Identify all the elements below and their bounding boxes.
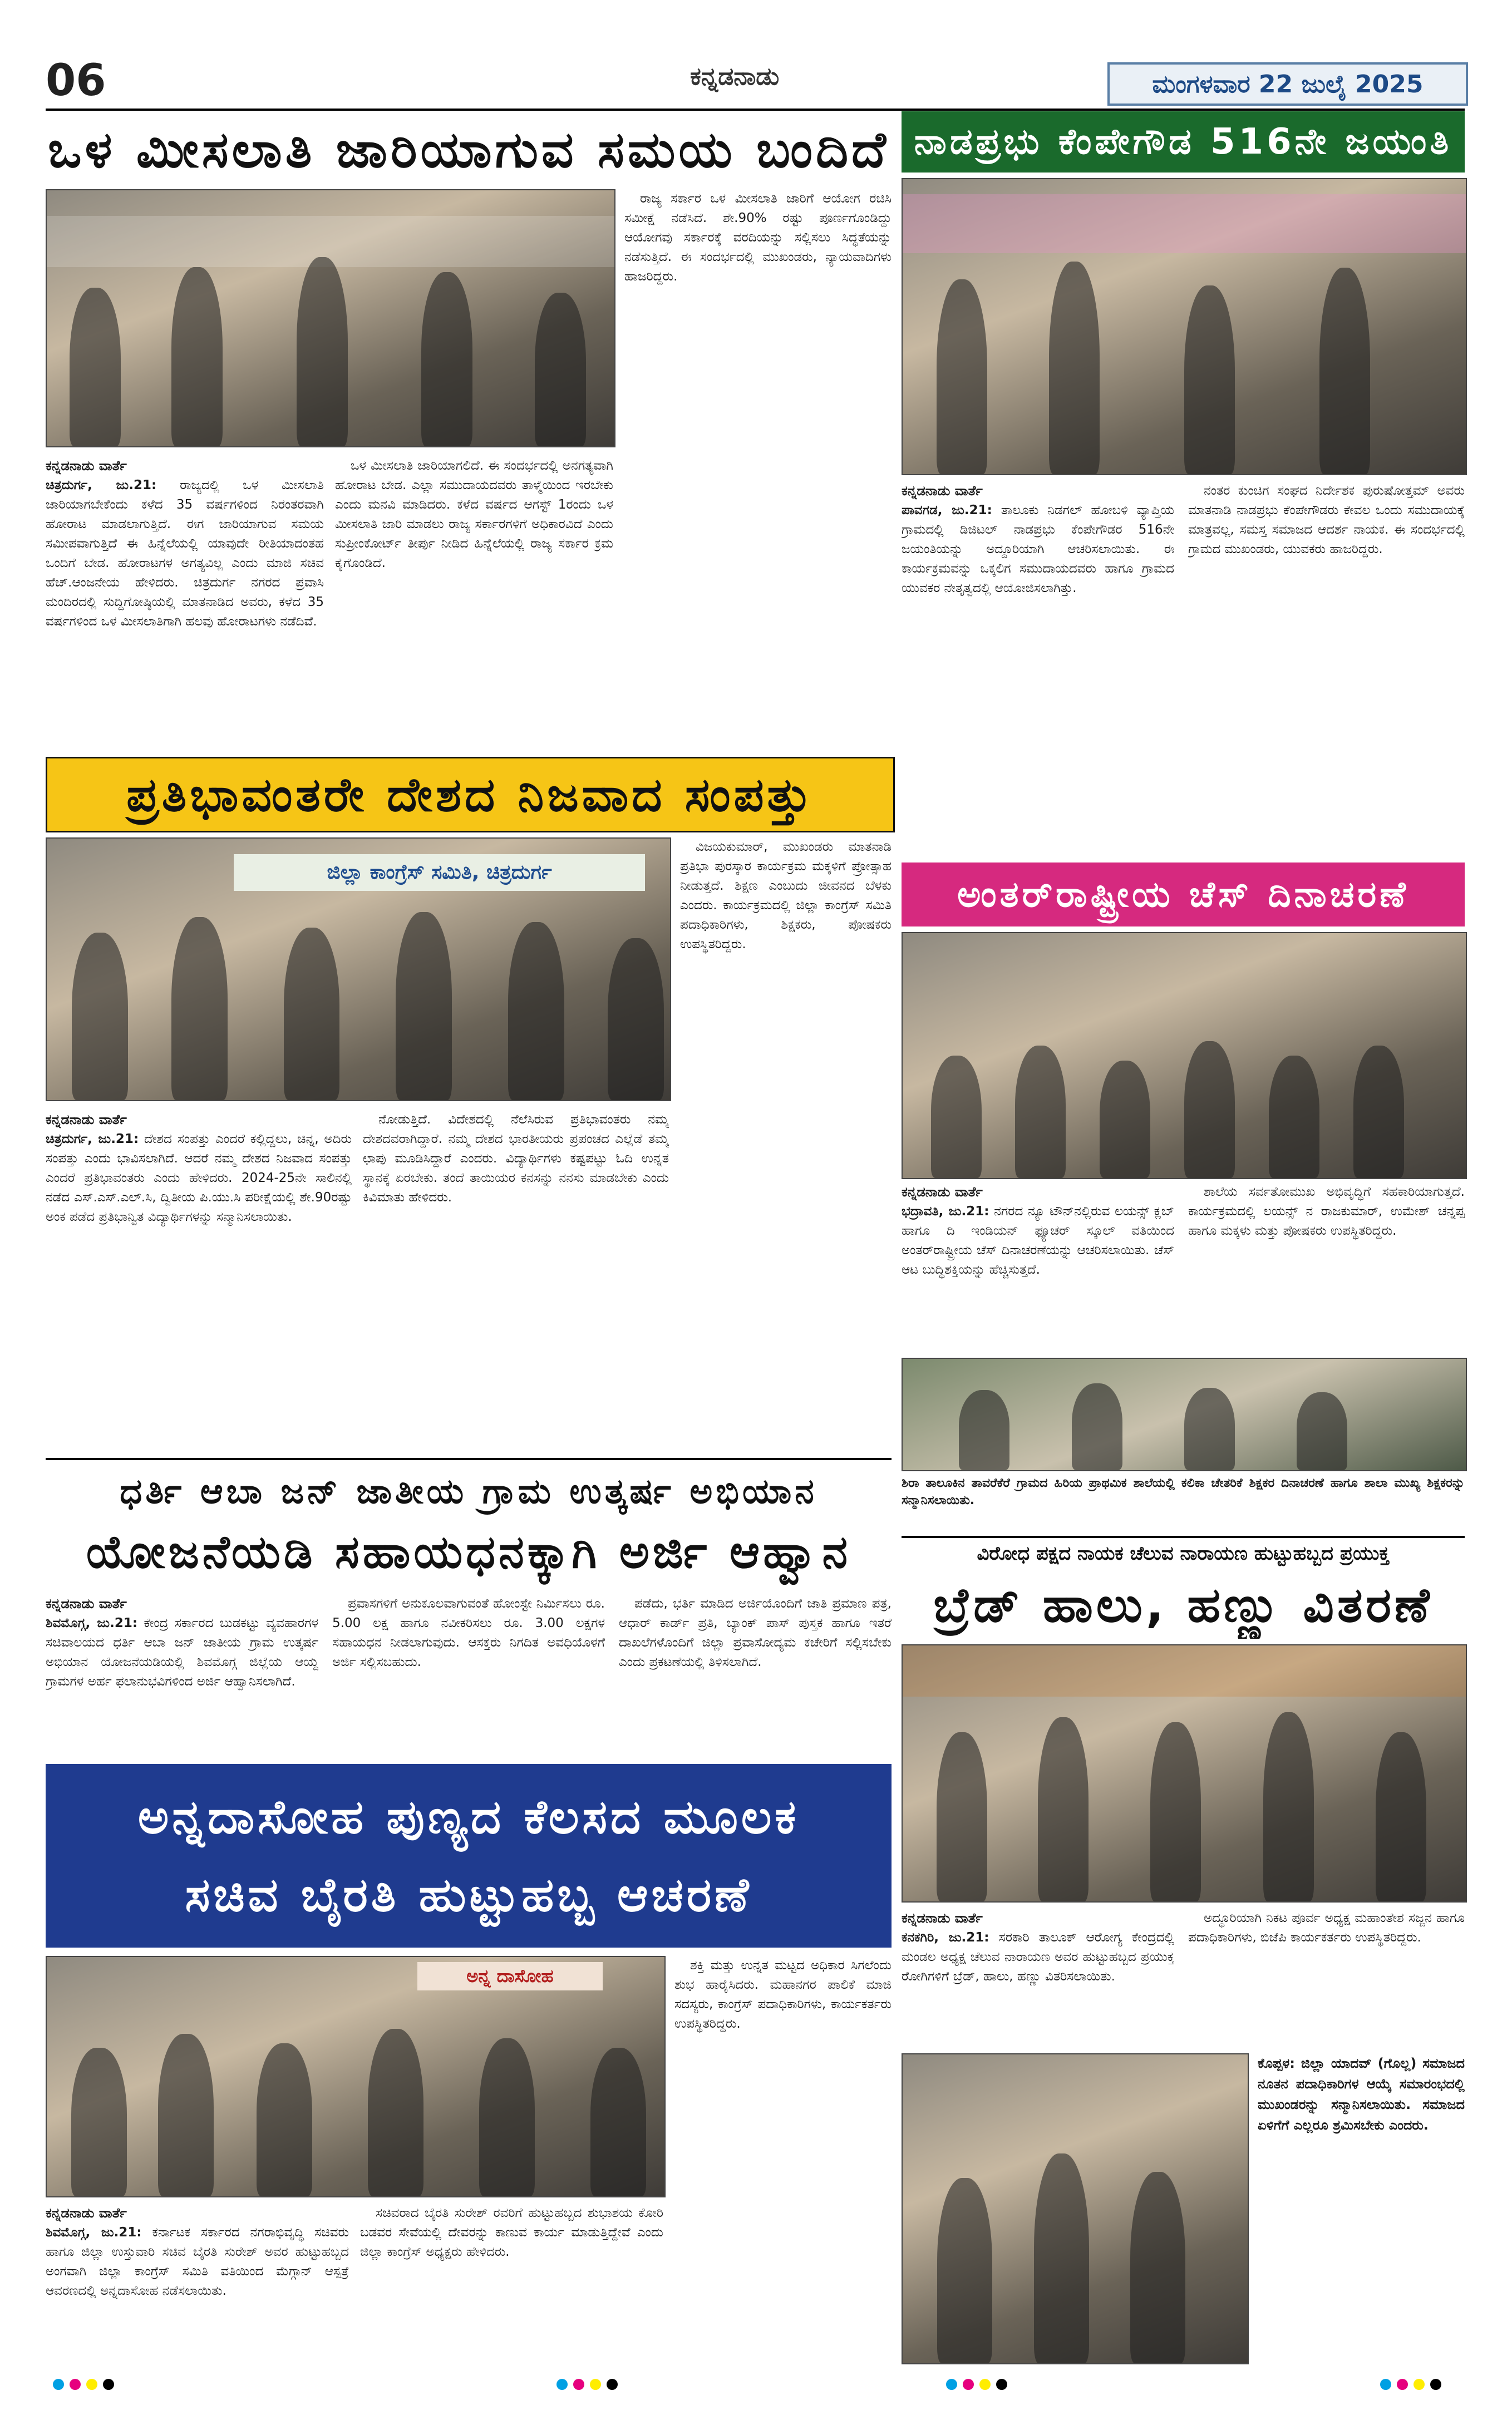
article-column: ಶಾಲೆಯ ಸರ್ವತೋಮುಖ ಅಭಿವೃದ್ಧಿಗೆ ಸಹಕಾರಿಯಾಗುತ್ತದೆ. ಕಾರ್ಯಕ್ರಮದಲ್ಲಿ ಲಯನ್ಸ್ ನ ರಾಜಕುಮಾರ್, ಉಮೇಶ್ ಚನ್ನಪ್ಪ ಹಾಗೂ ಮಕ್ಕಳು ಮತ್ತು ಪೋಷಕರು ಉಪಸ್ಥಿತರಿದ್ದರು. <box>1188 1185 1465 1238</box>
cyan-dot <box>946 2379 957 2390</box>
registration-dots-center <box>556 2379 618 2390</box>
article-text: ಕರ್ನಾಟಕ ಸರ್ಕಾರದ ನಗರಾಭಿವೃದ್ಧಿ ಸಚಿವರು ಹಾಗೂ ಜಿಲ್ಲಾ ಉಸ್ತುವಾರಿ ಸಚಿವ ಬೈರತಿ ಸುರೇಶ್ ಅವರ ಹುಟ್ಟುಹಬ್ಬದ ಅಂಗವಾಗಿ ಜಿಲ್ಲಾ ಕಾಂಗ್ರೆಸ್ ಸಮಿತಿ ವತಿಯಿಂದ ಮೆಗ್ಗಾನ್ ಆಸ್ಪತ್ರೆ ಆವರಣದಲ್ಲಿ ಅನ್ನದಾಸೋಹ ನಡೆಸಲಾಯಿತು. <box>46 2225 349 2298</box>
dateline: ಶಿವಮೊಗ್ಗ, ಜು.21: <box>46 1616 138 1630</box>
article-column: ಸಚಿವರಾದ ಬೈರತಿ ಸುರೇಶ್ ರವರಿಗೆ ಹುಟ್ಟುಹಬ್ಬದ ಶುಭಾಶಯ ಕೋರಿ ಬಡವರ ಸೇವೆಯಲ್ಲಿ ದೇವರನ್ನು ಕಾಣುವ ಕಾರ್ಯ ಮಾಡುತ್ತಿದ್ದೇವೆ ಎಂದು ಜಿಲ್ಲಾ ಕಾಂಗ್ರೆಸ್ ಅಧ್ಯಕ್ಷರು ಹೇಳಿದರು. <box>360 2206 663 2259</box>
photo-chess <box>902 932 1467 1179</box>
registration-dots-right <box>946 2379 1007 2390</box>
page-number: 06 <box>46 56 106 106</box>
top-rule <box>46 109 1465 111</box>
magenta-dot <box>1397 2379 1408 2390</box>
photo-koppal <box>902 2053 1249 2364</box>
article-column: ನೋಡುತ್ತಿದೆ. ವಿದೇಶದಲ್ಲಿ ನೆಲೆಸಿರುವ ಪ್ರತಿಭಾವಂತರು ನಮ್ಮ ದೇಶದವರಾಗಿದ್ದಾರೆ. ನಮ್ಮ ದೇಶದ ಭಾರತೀಯರು ಪ್ರಪಂಚದ ಎಲ್ಲೆಡೆ ತಮ್ಮ ಛಾಪು ಮೂಡಿಸಿದ್ದಾರೆ ಎಂದರು. ವಿದ್ಯಾರ್ಥಿಗಳು ಕಷ್ಟಪಟ್ಟು ಓದಿ ಉನ್ನತ ಸ್ಥಾನಕ್ಕೆ ಏರಬೇಕು. ತಂದೆ ತಾಯಿಯರ ಕನಸನ್ನು ನನಸು ಮಾಡಬೇಕು ಎಂದು ಕಿವಿಮಾತು ಹೇಳಿದರು. <box>363 1112 669 1205</box>
article-column: ಪ್ರವಾಸಗಳಿಗೆ ಅನುಕೂಲವಾಗುವಂತೆ ಹೋಂಸ್ಟೇ ನಿರ್ಮಿಸಲು ರೂ. 5.00 ಲಕ್ಷ ಹಾಗೂ ನವೀಕರಿಸಲು ರೂ. 3.00 ಲಕ್ಷಗಳ ಸಹಾಯಧನ ನೀಡಲಾಗುವುದು. ಆಸಕ್ತರು ನಿಗದಿತ ಅವಧಿಯೊಳಗೆ ಅರ್ಜಿ ಸಲ್ಲಿಸಬಹುದು. <box>332 1596 605 1669</box>
article-column <box>902 1182 1174 1349</box>
article-text: ಕೇಂದ್ರ ಸರ್ಕಾರದ ಬುಡಕಟ್ಟು ವ್ಯವಹಾರಗಳ ಸಚಿವಾಲಯದ ಧರ್ತಿ ಆಬಾ ಜನ್ ಜಾತೀಯ ಗ್ರಾಮ ಉತ್ಕರ್ಷ ಅಭಿಯಾನ ಯೋಜನೆಯಡಿಯಲ್ಲಿ ಶಿವಮೊಗ್ಗ ಜಿಲ್ಲೆಯ ಆಯ್ದ ಗ್ರಾಮಗಳ ಅರ್ಹ ಫಲಾನುಭವಿಗಳಿಂದ ಅರ್ಜಿ ಆಹ್ವಾನಿಸಲಾಗಿದೆ. <box>46 1616 318 1689</box>
article-column: ಪಡೆದು, ಭರ್ತಿ ಮಾಡಿದ ಅರ್ಜಿಯೊಂದಿಗೆ ಜಾತಿ ಪ್ರಮಾಣ ಪತ್ರ, ಆಧಾರ್ ಕಾರ್ಡ್ ಪ್ರತಿ, ಬ್ಯಾಂಕ್ ಪಾಸ್ ಪುಸ್ತಕ ಹಾಗೂ ಇತರೆ ದಾಖಲೆಗಳೊಂದಿಗೆ ಜಿಲ್ಲಾ ಪ್ರವಾಸೋದ್ಯಮ ಕಚೇರಿಗೆ ಸಲ್ಲಿಸಬೇಕು ಎಂದು ಪ್ರಕಟಣೆಯಲ್ಲಿ ತಿಳಿಸಲಾಗಿದೆ. <box>619 1596 892 1669</box>
photo-caption: ಕೊಪ್ಪಳ: ಜಿಲ್ಲಾ ಯಾದವ್ (ಗೊಲ್ಲ) ಸಮಾಜದ ನೂತನ ಪದಾಧಿಕಾರಿಗಳ ಆಯ್ಕೆ ಸಮಾರಂಭದಲ್ಲಿ ಮುಖಂಡರನ್ನು ಸನ್ಮಾನಿಸಲಾಯಿತು. ಸಮಾಜದ ಏಳಿಗೆಗೆ ಎಲ್ಲರೂ ಶ್ರಮಿಸಬೇಕು ಎಂದರು. <box>1258 2056 1465 2133</box>
article-anna-dasoha <box>46 1764 892 2365</box>
article-column <box>46 2204 349 2362</box>
article-text: ತಾಲೂಕು ನಿಡಗಲ್ ಹೋಬಳಿ ವ್ಯಾಪ್ತಿಯ ಗ್ರಾಮದಲ್ಲಿ ಡಿಜಿಟಲ್ ನಾಡಪ್ರಭು ಕೆಂಪೇಗೌಡರ 516ನೇ ಜಯಂತಿಯನ್ನು ಅದ್ದೂರಿಯಾಗಿ ಆಚರಿಸಲಾಯಿತು. ಈ ಕಾರ್ಯಕ್ರಮವನ್ನು ಒಕ್ಕಲಿಗ ಸಮುದಾಯದವರು ಹಾಗೂ ಗ್ರಾಮದ ಯುವಕರ ನೇತೃತ್ವದಲ್ಲಿ ಆಯೋಜಿಸಲಾಗಿತ್ತು. <box>902 503 1174 595</box>
photo-distribution <box>902 1644 1467 1903</box>
headline-line-1: ಧರ್ತಿ ಆಬಾ ಜನ್ ಜಾತೀಯ ಗ್ರಾಮ ಉತ್ಕರ್ಷ ಅಭಿಯಾನ <box>120 1471 817 1511</box>
article-talent <box>46 757 892 1452</box>
magenta-dot <box>573 2379 584 2390</box>
photo-press-meet <box>46 189 615 447</box>
magenta-dot <box>963 2379 974 2390</box>
photo-caption: ಶಿರಾ ತಾಲೂಕಿನ ತಾವರೆಕೆರೆ ಗ್ರಾಮದ ಹಿರಿಯ ಪ್ರಾಥಮಿಕ ಶಾಲೆಯಲ್ಲಿ ಕಲಿಕಾ ಚೇತರಿಕೆ ಶಿಕ್ಷಕರ ದಿನಾಚರಣೆ ಹಾಗೂ ಶಾಲಾ ಮುಖ್ಯ ಶಿಕ್ಷಕರನ್ನು ಸನ್ಮಾನಿಸಲಾಯಿತು. <box>902 1476 1465 1507</box>
photo-banner-text: ಜಿಲ್ಲಾ ಕಾಂಗ್ರೆಸ್ ಸಮಿತಿ, ಚಿತ್ರದುರ್ಗ <box>234 854 645 891</box>
dateline: ಚಿತ್ರದುರ್ಗ, ಜು.21: <box>46 478 157 492</box>
article-chess-day <box>902 863 1465 1530</box>
headline: ನಾಡಪ್ರಭು ಕೆಂಪೇಗೌಡ 516ನೇ ಜಯಂತಿ <box>902 111 1465 173</box>
registration-dots-left <box>53 2379 114 2390</box>
photo-felicitation <box>46 837 671 1101</box>
article-text: ಸರಕಾರಿ ತಾಲೂಕ್ ಆರೋಗ್ಯ ಕೇಂದ್ರದಲ್ಲಿ ಮಂಡಲ ಅಧ್ಯಕ್ಷ ಚೆಲುವ ನಾರಾಯಣ ಅವರ ಹುಟ್ಟುಹಬ್ಬದ ಪ್ರಯುಕ್ತ ರೋಗಿಗಳಿಗೆ ಬ್ರೆಡ್, ಹಾಲು, ಹಣ್ಣು ವಿತರಿಸಲಾಯಿತು. <box>902 1930 1174 1984</box>
article-column <box>46 456 324 746</box>
article-text: ನಗರದ ನ್ಯೂ ಟೌನ್‌ನಲ್ಲಿರುವ ಲಯನ್ಸ್ ಕ್ಲಬ್ ಹಾಗೂ ದಿ ಇಂಡಿಯನ್ ಫ್ಯೂಚರ್ ಸ್ಕೂಲ್ ವತಿಯಿಂದ ಅಂತರ್‌ರಾಷ್ಟ್ರೀಯ ಚೆಸ್ ದಿನಾಚರಣೆಯನ್ನು ಆಚರಿಸಲಾಯಿತು. ಚೆಸ್ ಆಟ ಬುದ್ಧಿಶಕ್ತಿಯನ್ನು ಹೆಚ್ಚಿಸುತ್ತದೆ. <box>902 1204 1174 1277</box>
article-reservation <box>46 117 892 751</box>
article-column: ಅದ್ಧೂರಿಯಾಗಿ ನಿಕಟ ಪೂರ್ವ ಅಧ್ಯಕ್ಷ ಮಹಾಂತೇಶ ಸಜ್ಜನ ಹಾಗೂ ಪದಾಧಿಕಾರಿಗಳು, ಬಿಜೆಪಿ ಕಾರ್ಯಕರ್ತರು ಉಪಸ್ಥಿತರಿದ್ದರು. <box>1188 1911 1465 1945</box>
yellow-dot <box>1414 2379 1425 2390</box>
cyan-dot <box>53 2379 64 2390</box>
article-column: ರಾಜ್ಯ ಸರ್ಕಾರ ಒಳ ಮೀಸಲಾತಿ ಜಾರಿಗೆ ಆಯೋಗ ರಚಿಸಿ ಸಮೀಕ್ಷೆ ನಡೆಸಿದೆ. ಶೇ.90% ರಷ್ಟು ಪೂರ್ಣಗೊಂಡಿದ್ದು ಆಯೋಗವು ಸರ್ಕಾರಕ್ಕೆ ವರದಿಯನ್ನು ಸಲ್ಲಿಸಲು ಸಿದ್ಧತೆಯನ್ನು ನಡೆಸುತ್ತಿದೆ. ಈ ಸಂದರ್ಭದಲ್ಲಿ ಮುಖಂಡರು, ನ್ಯಾಯವಾದಿಗಳು ಹಾಜರಿದ್ದರು. <box>624 191 892 284</box>
black-dot <box>996 2379 1007 2390</box>
photo-food-service <box>46 1956 666 2197</box>
headline-line-2: ಸಚಿವ ಬೈರತಿ ಹುಟ್ಟುಹಬ್ಬ ಆಚರಣೆ <box>185 1867 752 1922</box>
dateline: ಪಾವಗಡ, ಜು.21: <box>902 503 992 518</box>
section-rule <box>46 1458 892 1460</box>
issue-date: ಮಂಗಳವಾರ 22 ಜುಲೈ 2025 <box>1107 62 1468 106</box>
article-column <box>902 481 1174 854</box>
byline: ಕನ್ನಡನಾಡು ವಾರ್ತೆ <box>46 1596 127 1611</box>
dateline: ಭದ್ರಾವತಿ, ಜು.21: <box>902 1204 989 1219</box>
photo-school-event <box>902 1358 1467 1471</box>
headline: ಪ್ರತಿಭಾವಂತರೇ ದೇಶದ ನಿಜವಾದ ಸಂಪತ್ತು <box>46 757 895 832</box>
byline: ಕನ್ನಡನಾಡು ವಾರ್ತೆ <box>902 483 983 499</box>
article-column <box>46 1110 352 1447</box>
headline-line-2: ಯೋಜನೆಯಡಿ ಸಹಾಯಧನಕ್ಕಾಗಿ ಅರ್ಜಿ ಆಹ್ವಾನ <box>86 1526 851 1579</box>
article-bread-milk <box>902 1536 1465 2048</box>
kicker: ವಿರೋಧ ಪಕ್ಷದ ನಾಯಕ ಚೆಲುವ ನಾರಾಯಣ ಹುಟ್ಟುಹಬ್ಬದ ಪ್ರಯುಕ್ತ <box>977 1542 1390 1565</box>
article-koppal <box>902 2053 1465 2365</box>
article-column: ನಂತರ ಕುಂಚಿಗ ಸಂಘದ ನಿರ್ದೇಶಕ ಪುರುಷೋತ್ತಮ್ ಅವರು ಮಾತನಾಡಿ ನಾಡಪ್ರಭು ಕೆಂಪೇಗೌಡರು ಕೇವಲ ಒಂದು ಸಮುದಾಯಕ್ಕೆ ಮಾತ್ರವಲ್ಲ, ಸಮಸ್ತ ಸಮಾಜದ ಆದರ್ಶ ನಾಯಕ. ಈ ಸಂದರ್ಭದಲ್ಲಿ ಗ್ರಾಮದ ಮುಖಂಡರು, ಯುವಕರು ಹಾಜರಿದ್ದರು. <box>1188 484 1465 556</box>
section-rule <box>902 1536 1465 1538</box>
headline: ಅಂತರ್‌ರಾಷ್ಟ್ರೀಯ ಚೆಸ್ ದಿನಾಚರಣೆ <box>902 863 1465 926</box>
paper-name: ಕನ್ನಡನಾಡು <box>690 62 780 91</box>
cyan-dot <box>556 2379 568 2390</box>
dateline: ಚಿತ್ರದುರ್ಗ, ಜು.21: <box>46 1132 139 1146</box>
cyan-dot <box>1380 2379 1391 2390</box>
byline: ಕನ್ನಡನಾಡು ವಾರ್ತೆ <box>46 458 127 474</box>
dateline: ಕನಕಗಿರಿ, ಜು.21: <box>902 1930 989 1945</box>
article-column <box>46 1594 318 1756</box>
black-dot <box>1430 2379 1441 2390</box>
yellow-dot <box>86 2379 97 2390</box>
yellow-dot <box>590 2379 601 2390</box>
byline: ಕನ್ನಡನಾಡು ವಾರ್ತೆ <box>902 1910 983 1926</box>
black-dot <box>607 2379 618 2390</box>
registration-dots-far-right <box>1380 2379 1441 2390</box>
headline-line-1: ಅನ್ನದಾಸೋಹ ಪುಣ್ಯದ ಕೆಲಸದ ಮೂಲಕ <box>137 1790 800 1844</box>
article-column: ವಿಜಯಕುಮಾರ್, ಮುಖಂಡರು ಮಾತನಾಡಿ ಪ್ರತಿಭಾ ಪುರಸ್ಕಾರ ಕಾರ್ಯಕ್ರಮ ಮಕ್ಕಳಿಗೆ ಪ್ರೋತ್ಸಾಹ ನೀಡುತ್ತದೆ. ಶಿಕ್ಷಣ ಎಂಬುದು ಜೀವನದ ಬೆಳಕು ಎಂದರು. ಕಾರ್ಯಕ್ರಮದಲ್ಲಿ ಜಿಲ್ಲಾ ಕಾಂಗ್ರೆಸ್ ಸಮಿತಿ ಪದಾಧಿಕಾರಿಗಳು, ಶಿಕ್ಷಕರು, ಪೋಷಕರು ಉಪಸ್ಥಿತರಿದ್ದರು. <box>680 840 892 952</box>
article-text: ರಾಜ್ಯದಲ್ಲಿ ಒಳ ಮೀಸಲಾತಿ ಜಾರಿಯಾಗಬೇಕೆಂದು ಕಳೆದ 35 ವರ್ಷಗಳಿಂದ ನಿರಂತರವಾಗಿ ಹೋರಾಟ ಮಾಡಲಾಗುತ್ತಿದೆ. ಈಗ ಜಾರಿಯಾಗುವ ಸಮಯ ಸಮೀಪವಾಗುತ್ತಿದೆ ಈ ಹಿನ್ನೆಲೆಯಲ್ಲಿ ಯಾವುದೇ ರೀತಿಯಾದಂತಹ ಒಂದಿಗೆ ಬೇಡ. ಹೋರಾಟಗಳ ಅಗತ್ಯವಿಲ್ಲ ಎಂದು ಮಾಜಿ ಸಚಿವ ಹೆಚ್.ಆಂಜನೇಯ ಹೇಳಿದರು. ಚಿತ್ರದುರ್ಗ ನಗರದ ಪ್ರವಾಸಿ ಮಂದಿರದಲ್ಲಿ ಸುದ್ದಿಗೋಷ್ಠಿಯಲ್ಲಿ ಮಾತನಾಡಿದ ಅವರು, ಕಳೆದ 35 ವರ್ಷಗಳಿಂದ ಒಳ ಮೀಸಲಾತಿಗಾಗಿ ಹಲವು ಹೋರಾಟಗಳು ನಡೆದಿವೆ. <box>46 478 324 629</box>
photo-jayanti <box>902 178 1467 475</box>
byline: ಕನ್ನಡನಾಡು ವಾರ್ತೆ <box>902 1184 983 1200</box>
masthead <box>0 0 1512 106</box>
article-tribal-scheme <box>46 1458 892 1758</box>
byline: ಕನ್ನಡನಾಡು ವಾರ್ತೆ <box>46 2205 127 2221</box>
article-column <box>902 1909 1174 2045</box>
article-column: ಒಳ ಮೀಸಲಾತಿ ಜಾರಿಯಾಗಲಿದೆ. ಈ ಸಂದರ್ಭದಲ್ಲಿ ಅನಗತ್ಯವಾಗಿ ಹೋರಾಟ ಬೇಡ. ಎಲ್ಲಾ ಸಮುದಾಯದವರು ತಾಳ್ಮೆಯಿಂದ ಇರಬೇಕು ಎಂದು ಮನವಿ ಮಾಡಿದರು. ಕಳೆದ ವರ್ಷದ ಆಗಸ್ಟ್ 1ರಂದು ಒಳ ಮೀಸಲಾತಿ ಜಾರಿ ಮಾಡಲು ರಾಜ್ಯ ಸರ್ಕಾರಗಳಿಗೆ ಅಧಿಕಾರವಿದೆ ಎಂದು ಸುಪ್ರೀಂಕೋರ್ಟ್ ತೀರ್ಪು ನೀಡಿದ ಹಿನ್ನೆಲೆಯಲ್ಲಿ ರಾಜ್ಯ ಸರ್ಕಾರ ಕ್ರಮ ಕೈಗೊಂಡಿದೆ. <box>335 459 613 570</box>
article-kempegowda <box>902 111 1465 857</box>
headline: ಒಳ ಮೀಸಲಾತಿ ಜಾರಿಯಾಗುವ ಸಮಯ ಬಂದಿದೆ <box>48 121 889 179</box>
headline: ಬ್ರೆಡ್ ಹಾಲು, ಹಣ್ಣು ವಿತರಣೆ <box>933 1578 1433 1633</box>
magenta-dot <box>70 2379 81 2390</box>
dateline: ಶಿವಮೊಗ್ಗ, ಜು.21: <box>46 2225 142 2240</box>
black-dot <box>103 2379 114 2390</box>
article-column: ಶಕ್ತಿ ಮತ್ತು ಉನ್ನತ ಮಟ್ಟದ ಅಧಿಕಾರ ಸಿಗಲೆಂದು ಶುಭ ಹಾರೈಸಿದರು. ಮಹಾನಗರ ಪಾಲಿಕೆ ಮಾಜಿ ಸದಸ್ಯರು, ಕಾಂಗ್ರೆಸ್ ಪದಾಧಿಕಾರಿಗಳು, ಕಾರ್ಯಕರ್ತರು ಉಪಸ್ಥಿತರಿದ್ದರು. <box>674 1958 892 2031</box>
headline-block <box>46 1764 892 1948</box>
article-text: ದೇಶದ ಸಂಪತ್ತು ಎಂದರೆ ಕಲ್ಲಿದ್ದಲು, ಚಿನ್ನ, ಅದಿರು ಸಂಪತ್ತು ಎಂದು ಭಾವಿಸಲಾಗಿದೆ. ಆದರೆ ನಮ್ಮ ದೇಶದ ನಿಜವಾದ ಸಂಪತ್ತು ಎಂದರೆ ಪ್ರತಿಭಾವಂತರು ಎಂದು ಹೇಳಿದರು. 2024-25ನೇ ಸಾಲಿನಲ್ಲಿ ನಡೆದ ಎಸ್.ಎಸ್.ಎಲ್.ಸಿ, ದ್ವಿತೀಯ ಪಿ.ಯು.ಸಿ ಪರೀಕ್ಷೆಯಲ್ಲಿ ಶೇ.90ರಷ್ಟು ಅಂಕ ಪಡೆದ ಪ್ರತಿಭಾನ್ವಿತ ವಿದ್ಯಾರ್ಥಿಗಳನ್ನು ಸನ್ಮಾನಿಸಲಾಯಿತು. <box>46 1132 352 1224</box>
photo-banner-text: ಅನ್ನ ದಾಸೋಹ <box>417 1962 603 1991</box>
byline: ಕನ್ನಡನಾಡು ವಾರ್ತೆ <box>46 1112 127 1127</box>
yellow-dot <box>979 2379 991 2390</box>
